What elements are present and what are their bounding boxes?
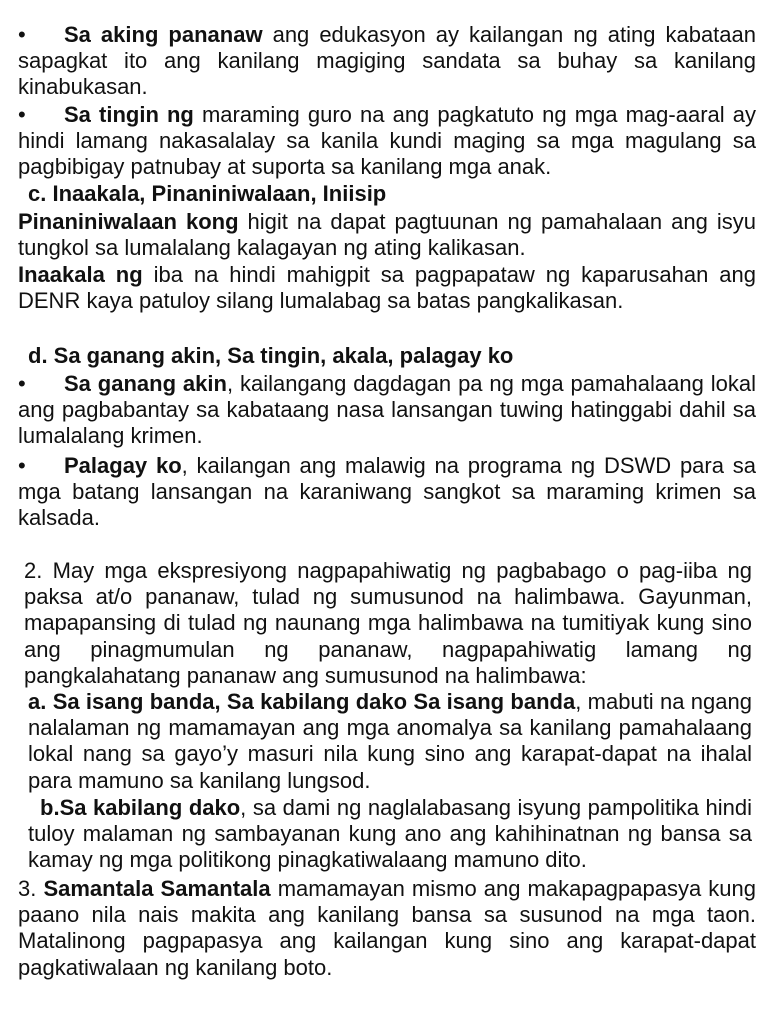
paragraph: [18, 262, 756, 314]
bullet-icon: •: [18, 453, 26, 478]
numbered-paragraph: [24, 558, 752, 689]
section-heading: [28, 181, 756, 207]
example-item: [28, 689, 752, 794]
example-label: a.: [28, 689, 47, 714]
example-lead: Sa kabilang dako: [59, 795, 241, 820]
paragraph-lead: Inaakala ng: [18, 262, 143, 287]
example-lead: Sa isang banda, Sa kabilang dako Sa isang banda: [52, 689, 576, 714]
bullet-item: [18, 371, 756, 450]
section-heading-text: c. Inaakala, Pinaniniwalaan, Iniisip: [28, 181, 387, 206]
bullet-item: [18, 22, 756, 101]
example-label: b.: [40, 795, 60, 820]
bullet-lead: Sa aking pananaw: [64, 22, 263, 47]
example-text: , sa dami ng naglalabasang isyung pampolitika hindi tuloy malaman ng sambayanan kung ano ang kahihinatnan ng bansa sa kamay ng mga politikong pinagkatiwalaang mamuno dito.: [28, 795, 752, 873]
paragraph-number: 3.: [18, 876, 37, 901]
paragraph-lead: Pinaniniwalaan kong: [18, 209, 239, 234]
bullet-lead: Sa ganang akin: [64, 371, 227, 396]
bullet-icon: •: [18, 371, 26, 396]
numbered-paragraph: [18, 876, 756, 981]
bullet-icon: •: [18, 22, 26, 47]
bullet-item: [18, 453, 756, 532]
bullet-text: , kailangan ang malawig na programa ng DSWD para sa mga batang lansangan na karaniwang sangkot sa maraming krimen sa kalsada.: [18, 453, 757, 531]
paragraph-lead: Samantala Samantala: [43, 876, 271, 901]
bullet-text: , kailangang dagdagan pa ng mga pamahalaang lokal ang pagbabantay sa kabataang nasa lansangan tuwing hatinggabi dahil sa lumalalang krimen.: [18, 371, 756, 449]
example-item: [28, 795, 752, 874]
paragraph-text: 2. May mga ekspresiyong nagpapahiwatig ng pagbabago o pag-iiba ng paksa at/o pananaw, tulad ng sumusunod na halimbawa. Gayunman, mapapansing di tulad ng naunang mga halimbawa na tumitiyak kung sino ang pinagmumulan ng pananaw, nagpapahiwatig lamang ng pangkalahatang pananaw ang sumusunod na halimbawa:: [24, 558, 752, 688]
paragraph-text: higit na dapat pagtuunan ng pamahalaan ang isyu tungkol sa lumalalang kalagayan ng ating kalikasan.: [18, 209, 756, 261]
bullet-lead: Sa tingin ng: [64, 102, 194, 127]
bullet-icon: •: [18, 102, 26, 127]
example-text: , mabuti na ngang nalalaman ng mamamayan ang mga anomalya sa kanilang pamahalaang lokal nang sa gayo’y masuri nila kung sino ang karapat-dapat na ihalal para mamuno sa kanilang lungsod.: [28, 689, 752, 793]
paragraph: [18, 209, 756, 261]
bullet-lead: Palagay ko: [64, 453, 182, 478]
section-heading-text: d. Sa ganang akin, Sa tingin, akala, palagay ko: [28, 343, 514, 368]
bullet-text: maraming guro na ang pagkatuto ng mga mag-aaral ay hindi lamang nakasalalay sa kanila kundi maging sa mga magulang sa pagbibigay patnubay at suporta sa kanilang mga anak.: [18, 102, 756, 180]
section-heading: [28, 343, 756, 369]
paragraph-text: iba na hindi mahigpit sa pagpapataw ng kaparusahan ang DENR kaya patuloy silang lumalabag sa batas pangkalikasan.: [18, 262, 756, 314]
paragraph-text: mamamayan mismo ang makapagpapasya kung paano nila nais makita ang kanilang bansa sa susunod na mga taon. Matalinong pagpapasya ang kailangan kung sino ang karapat-dapat pagkatiwalaan ng kanilang boto.: [18, 876, 756, 980]
bullet-text: ang edukasyon ay kailangan ng ating kabataan sapagkat ito ang kanilang magiging sandata sa buhay sa kanilang kinabukasan.: [18, 22, 756, 100]
bullet-item: [18, 102, 756, 181]
